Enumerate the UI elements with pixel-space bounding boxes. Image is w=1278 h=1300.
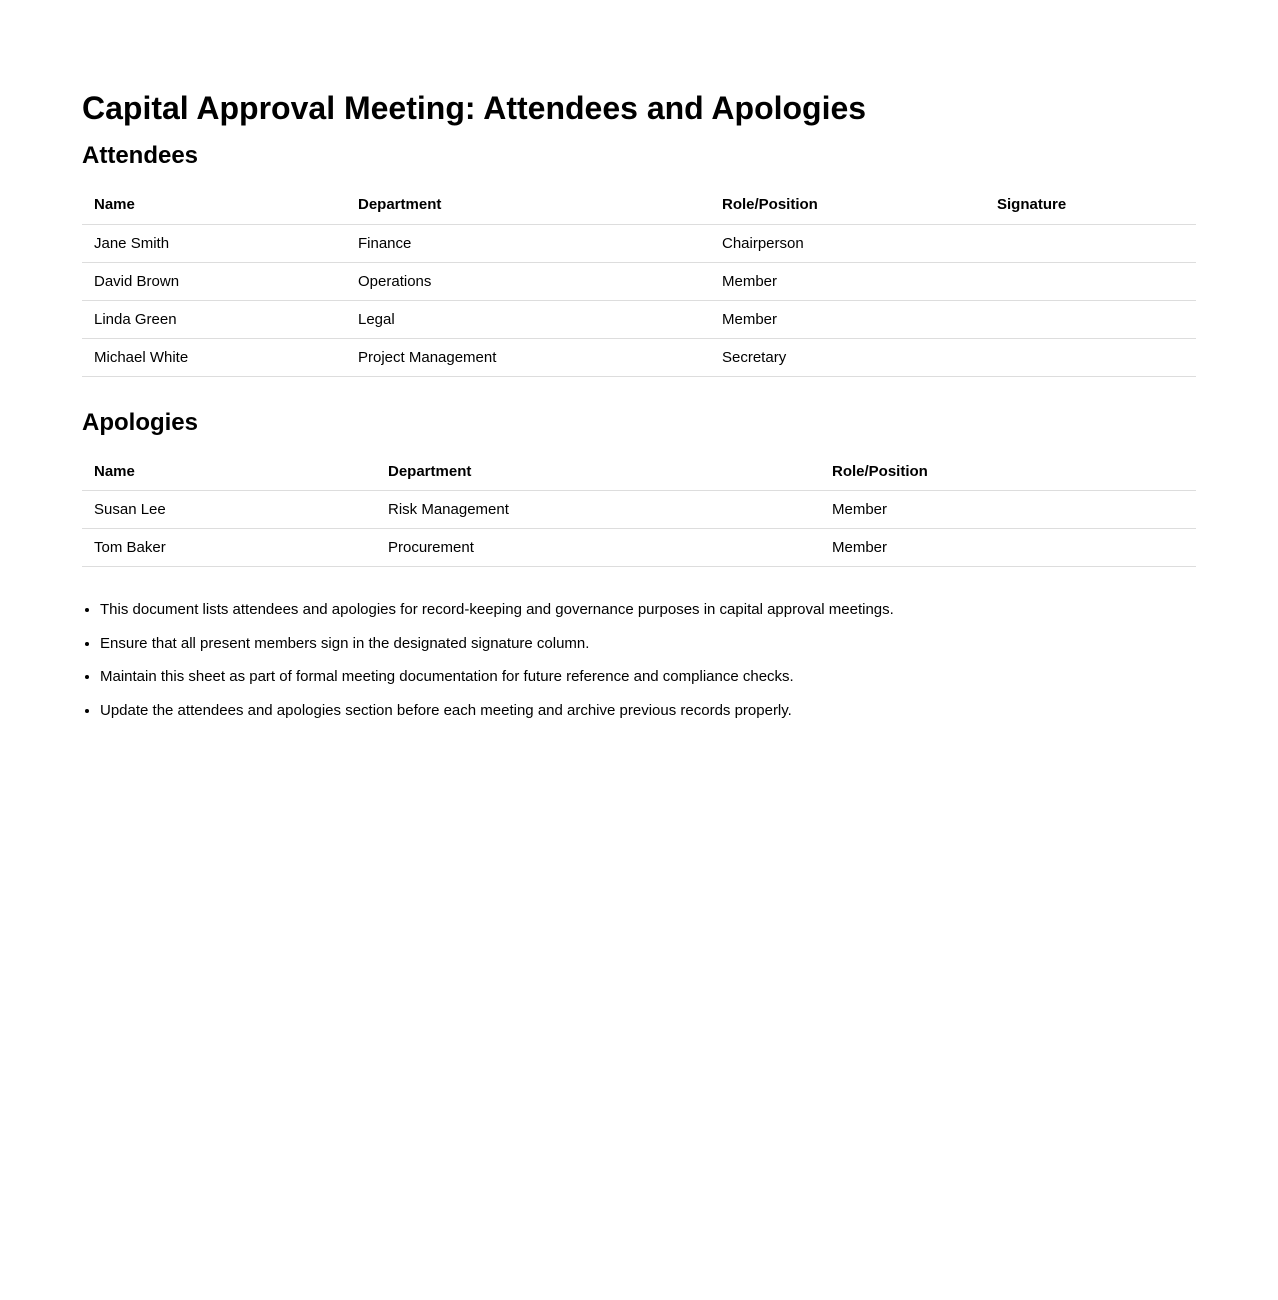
table-row bbox=[82, 262, 1196, 300]
list-item: • This document lists attendees and apologies for record-keeping and governance purposes in capital approval meetings. bbox=[100, 601, 1196, 619]
attendee-role: Member bbox=[710, 262, 985, 300]
column-header-department: Department bbox=[346, 186, 710, 224]
list-item: • Update the attendees and apologies section before each meeting and archive previous records properly. bbox=[100, 702, 1196, 720]
attendee-signature[interactable] bbox=[985, 338, 1196, 376]
apologies-heading: Apologies bbox=[82, 408, 199, 436]
attendees-heading: Attendees bbox=[82, 142, 199, 169]
attendees-table bbox=[82, 186, 1196, 377]
attendees-header-row bbox=[82, 186, 1196, 224]
column-header-name: Name bbox=[82, 453, 376, 491]
document-page bbox=[82, 86, 1196, 735]
attendee-department: Project Management bbox=[346, 338, 710, 376]
table-row bbox=[82, 300, 1196, 338]
attendee-name: Michael White bbox=[82, 338, 346, 376]
attendee-role: Secretary bbox=[710, 338, 985, 376]
column-header-department: Department bbox=[376, 453, 820, 491]
notes-list bbox=[82, 601, 1196, 720]
attendee-name: Jane Smith bbox=[82, 224, 346, 262]
apology-name: Susan Lee bbox=[82, 491, 376, 529]
table-row bbox=[82, 338, 1196, 376]
attendee-name: David Brown bbox=[82, 262, 346, 300]
apologies-table bbox=[82, 453, 1196, 568]
apology-role: Member bbox=[820, 529, 1196, 567]
column-header-role: Role/Position bbox=[710, 186, 985, 224]
attendee-role: Member bbox=[710, 300, 985, 338]
table-row bbox=[82, 224, 1196, 262]
apologies-header-row bbox=[82, 453, 1196, 491]
column-header-name: Name bbox=[82, 186, 346, 224]
attendee-department: Legal bbox=[346, 300, 710, 338]
column-header-role: Role/Position bbox=[820, 453, 1196, 491]
attendee-signature[interactable] bbox=[985, 224, 1196, 262]
apology-department: Risk Management bbox=[376, 491, 820, 529]
apology-name: Tom Baker bbox=[82, 529, 376, 567]
page-title: Capital Approval Meeting: Attendees and Apologies bbox=[82, 90, 867, 126]
apology-role: Member bbox=[820, 491, 1196, 529]
list-item: • Maintain this sheet as part of formal meeting documentation for future reference and compliance checks. bbox=[100, 668, 1196, 686]
attendee-name: Linda Green bbox=[82, 300, 346, 338]
attendee-signature[interactable] bbox=[985, 300, 1196, 338]
list-item: • Ensure that all present members sign in the designated signature column. bbox=[100, 635, 1196, 653]
column-header-signature: Signature bbox=[985, 186, 1196, 224]
table-row bbox=[82, 529, 1196, 567]
attendee-department: Operations bbox=[346, 262, 710, 300]
attendee-signature[interactable] bbox=[985, 262, 1196, 300]
table-row bbox=[82, 491, 1196, 529]
attendee-role: Chairperson bbox=[710, 224, 985, 262]
attendee-department: Finance bbox=[346, 224, 710, 262]
apology-department: Procurement bbox=[376, 529, 820, 567]
